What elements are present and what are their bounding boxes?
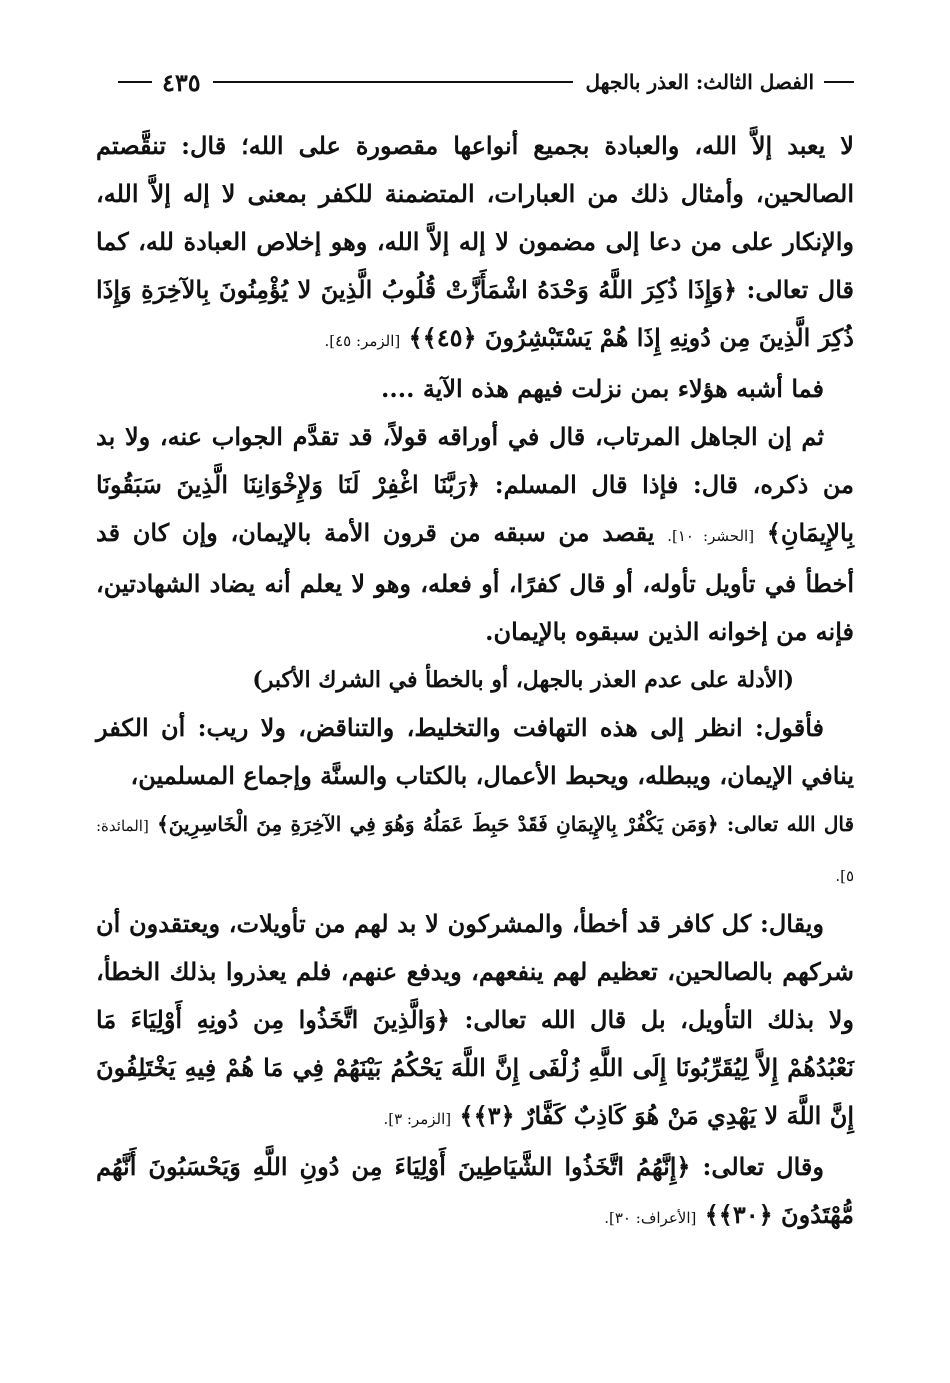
quran-reference: [الزمر: ٣]. [383,1110,452,1128]
paragraph-text-tail: يقصد من سبقه من قرون الأمة بالإيمان، وإن كان قد أخطأ في تأويل تأوله، أو قال كفرًا، أو فعله، وهو لا يعلم أنه يضاد الشهادتين، فإنه من إخوانه الذين سبقوه بالإيمان. [96,518,854,646]
paragraph [96,1143,854,1242]
quran-reference: [المائدة: ٥]. [96,817,854,885]
header-rule [213,81,574,83]
page-body [96,122,854,1242]
section-heading [96,656,854,704]
paragraph-text: ثم إن الجاهل المرتاب، قال في أوراقه قولاً، قد تقدَّم الجواب عنه، ولا بد من ذكره، قال: فإذا قال المسلم: ﴿رَبَّنَا اغْفِرْ لَنَا وَلإِخْوَانِنَا الَّذِينَ سَبَقُونَا بِالإِيمَانِ﴾ [96,422,854,547]
quran-reference: [الحشر: ١٠]. [667,527,755,545]
header-dash-right [824,81,854,83]
paragraph [96,900,854,1143]
quran-reference: [الزمر: ٤٥]. [324,332,401,350]
paragraph-text: لا يعبد إلاَّ الله، والعبادة بجميع أنواعها مقصورة على الله؛ قال: تنقَّصتم الصالحين، وأمثال ذلك من العبارات، المتضمنة للكفر بمعنى لا إله إلاَّ الله، والإنكار على من دعا إلى مضمون لا إله إلاَّ الله، وهو إخلاص العبادة لله، كما قال تعالى: ﴿وَإِذَا ذُكِرَ اللَّهُ وَحْدَهُ اشْمَأَزَّتْ قُلُوبُ الَّذِينَ لا يُؤْمِنُونَ بِالآخِرَةِ وَإِذَا ذُكِرَ الَّذِينَ مِن دُونِهِ إِذَا هُمْ يَسْتَبْشِرُونَ ﴿٤٥﴾﴾ [96,131,855,352]
chapter-title: الفصل الثالث: العذر بالجهل [585,70,814,94]
paragraph [96,800,854,900]
paragraph [96,122,854,365]
quran-reference: [الأعراف: ٣٠]. [604,1209,697,1227]
running-header [118,62,854,102]
page-number: ٤٣٥ [162,67,201,97]
paragraph [96,704,854,800]
paragraph-text: ويقال: كل كافر قد أخطأ، والمشركون لا بد لهم من تأويلات، ويعتقدون أن شركهم بالصالحين، تعظيم لهم ينفعهم، ويدفع عنهم، فلم يعذروا بذلك الخطأ، ولا بذلك التأويل، بل قال الله تعالى: ﴿وَالَّذِينَ اتَّخَذُوا مِن دُونِهِ أَوْلِيَاءَ مَا نَعْبُدُهُمْ إِلاَّ لِيُقَرِّبُونَا إِلَى اللَّهِ زُلْفَى إِنَّ اللَّهَ يَحْكُمُ بَيْنَهُمْ فِي مَا هُمْ فِيهِ يَخْتَلِفُونَ إِنَّ اللَّهَ لا يَهْدِي مَنْ هُوَ كَاذِبٌ كَفَّارٌ ﴿٣﴾﴾ [96,909,854,1130]
paragraph-text: فأقول: انظر إلى هذه التهافت والتخليط، والتناقض، ولا ريب: أن الكفر ينافي الإيمان، ويبطله، ويحبط الأعمال، بالكتاب والسنَّة وإجماع المسلمين، [96,713,854,790]
header-dash-left [118,81,152,83]
paragraph [96,413,854,656]
paragraph [96,365,854,413]
paragraph-text: فما أشبه هؤلاء بمن نزلت فيهم هذه الآية .... [381,374,824,403]
paragraph-text: وقال تعالى: ﴿إِنَّهُمُ اتَّخَذُوا الشَّيَاطِينَ أَوْلِيَاءَ مِن دُونِ اللَّهِ وَيَحْسَبُونَ أَنَّهُم مُّهْتَدُونَ ﴿٣٠﴾﴾ [96,1152,854,1229]
section-heading-text: (الأدلة على عدم العذر بالجهل، أو بالخطأ في الشرك الأكبر) [252,667,794,693]
paragraph-text: قال الله تعالى: ﴿وَمَن يَكْفُرْ بِالإِيمَانِ فَقَدْ حَبِطَ عَمَلُهُ وَهُوَ فِي الآخِرَةِ مِنَ الْخَاسِرِينَ﴾ [157,812,854,836]
